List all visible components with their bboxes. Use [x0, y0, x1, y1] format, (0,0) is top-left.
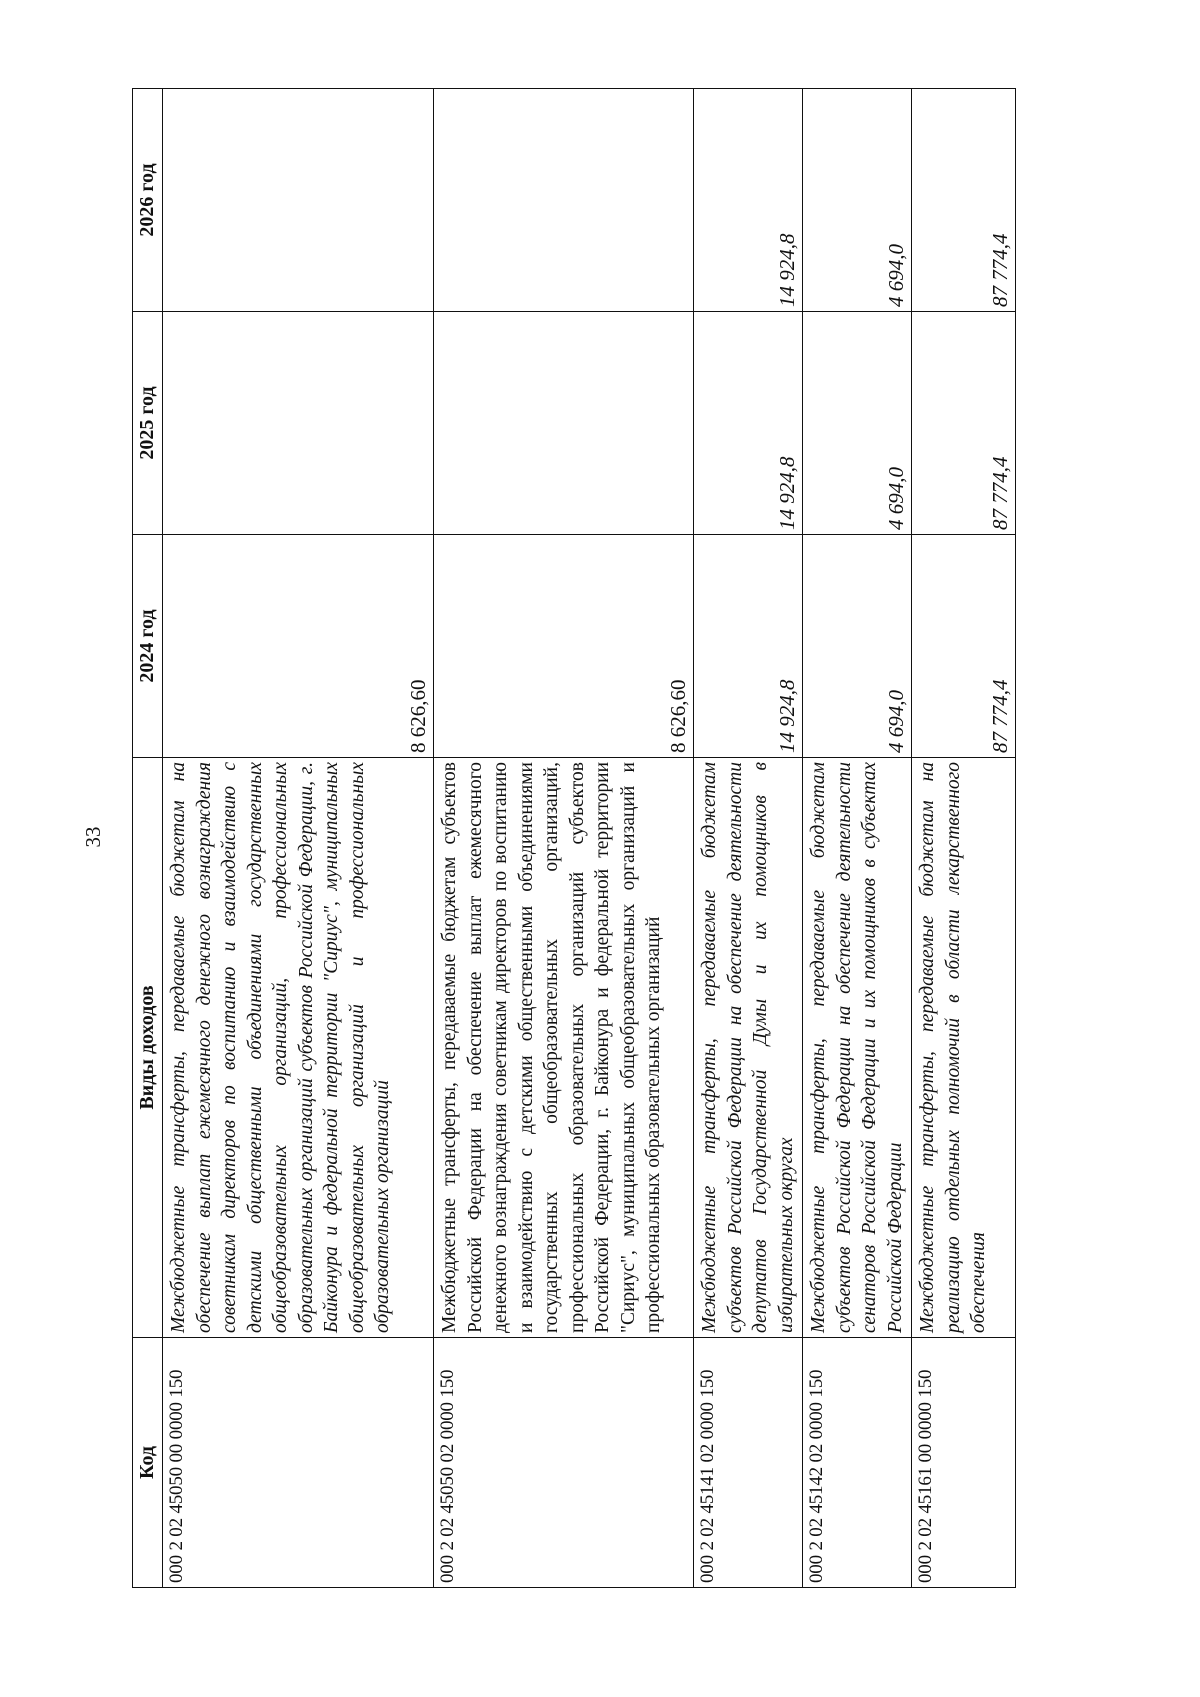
row-value-2026: 87 774,4: [912, 89, 1016, 312]
row-value-2026: [163, 89, 434, 312]
row-code: 000 2 02 45050 00 0000 150: [163, 1338, 434, 1588]
row-revenue-type: Межбюджетные трансферты, передаваемые бюджетам на реализацию отдельных полномочий в области лекарственного обеспечения: [912, 758, 1016, 1338]
table-row: [434, 89, 694, 1588]
row-value-2025: 14 924,8: [694, 312, 803, 535]
row-value-2025: [434, 312, 694, 535]
row-revenue-type: Межбюджетные трансферты, передаваемые бюджетам субъектов Российской Федерации на обеспечение деятельности депутатов Государственной Думы и их помощников в избирательных округах: [694, 758, 803, 1338]
table-row: [694, 89, 803, 1588]
header-year-2025: 2025 год: [133, 312, 163, 535]
row-revenue-type: Межбюджетные трансферты, передаваемые бюджетам субъектов Российской Федерации на обеспечение выплат ежемесячного денежного вознаграждения советникам директоров по воспитанию и взаимодействию с детскими общественными объединениями государственных общеобразовательных организаций, профессиональных образовательных организаций субъектов Российской Федерации, г. Байконура и федеральной территории "Сириус", муниципальных общеобразовательных организаций и профессиональных образовательных организаций: [434, 758, 694, 1338]
row-code: 000 2 02 45141 02 0000 150: [694, 1338, 803, 1588]
row-code: 000 2 02 45050 02 0000 150: [434, 1338, 694, 1588]
row-value-2024: 8 626,60: [163, 535, 434, 758]
table-row: [803, 89, 912, 1588]
row-value-2026: 14 924,8: [694, 89, 803, 312]
row-value-2024: 8 626,60: [434, 535, 694, 758]
row-value-2026: [434, 89, 694, 312]
revenue-table-frame: [132, 88, 1012, 1588]
row-value-2024: 4 694,0: [803, 535, 912, 758]
header-year-2024: 2024 год: [133, 535, 163, 758]
table-header-row: [133, 89, 163, 1588]
revenue-table: [132, 88, 1016, 1588]
row-revenue-type: Межбюджетные трансферты, передаваемые бюджетам субъектов Российской Федерации на обеспечение деятельности сенаторов Российской Федерации и их помощников в субъектах Российской Федерации: [803, 758, 912, 1338]
header-code: Код: [133, 1338, 163, 1588]
row-code: 000 2 02 45161 00 0000 150: [912, 1338, 1016, 1588]
header-year-2026: 2026 год: [133, 89, 163, 312]
row-value-2025: [163, 312, 434, 535]
row-value-2024: 87 774,4: [912, 535, 1016, 758]
table-row: [912, 89, 1016, 1588]
row-value-2026: 4 694,0: [803, 89, 912, 312]
row-value-2025: 87 774,4: [912, 312, 1016, 535]
header-revenue-type: Виды доходов: [133, 758, 163, 1338]
row-value-2025: 4 694,0: [803, 312, 912, 535]
row-value-2024: 14 924,8: [694, 535, 803, 758]
page-number: 33: [81, 826, 105, 848]
row-code: 000 2 02 45142 02 0000 150: [803, 1338, 912, 1588]
row-revenue-type: Межбюджетные трансферты, передаваемые бюджетам на обеспечение выплат ежемесячного денежного вознаграждения советникам директоров по воспитанию и взаимодействию с детскими общественными объединениями государственных общеобразовательных организаций, профессиональных образовательных организаций субъектов Российской Федерации, г. Байконура и федеральной территории "Сириус", муниципальных общеобразовательных организаций и профессиональных образовательных организаций: [163, 758, 434, 1338]
table-row: [163, 89, 434, 1588]
